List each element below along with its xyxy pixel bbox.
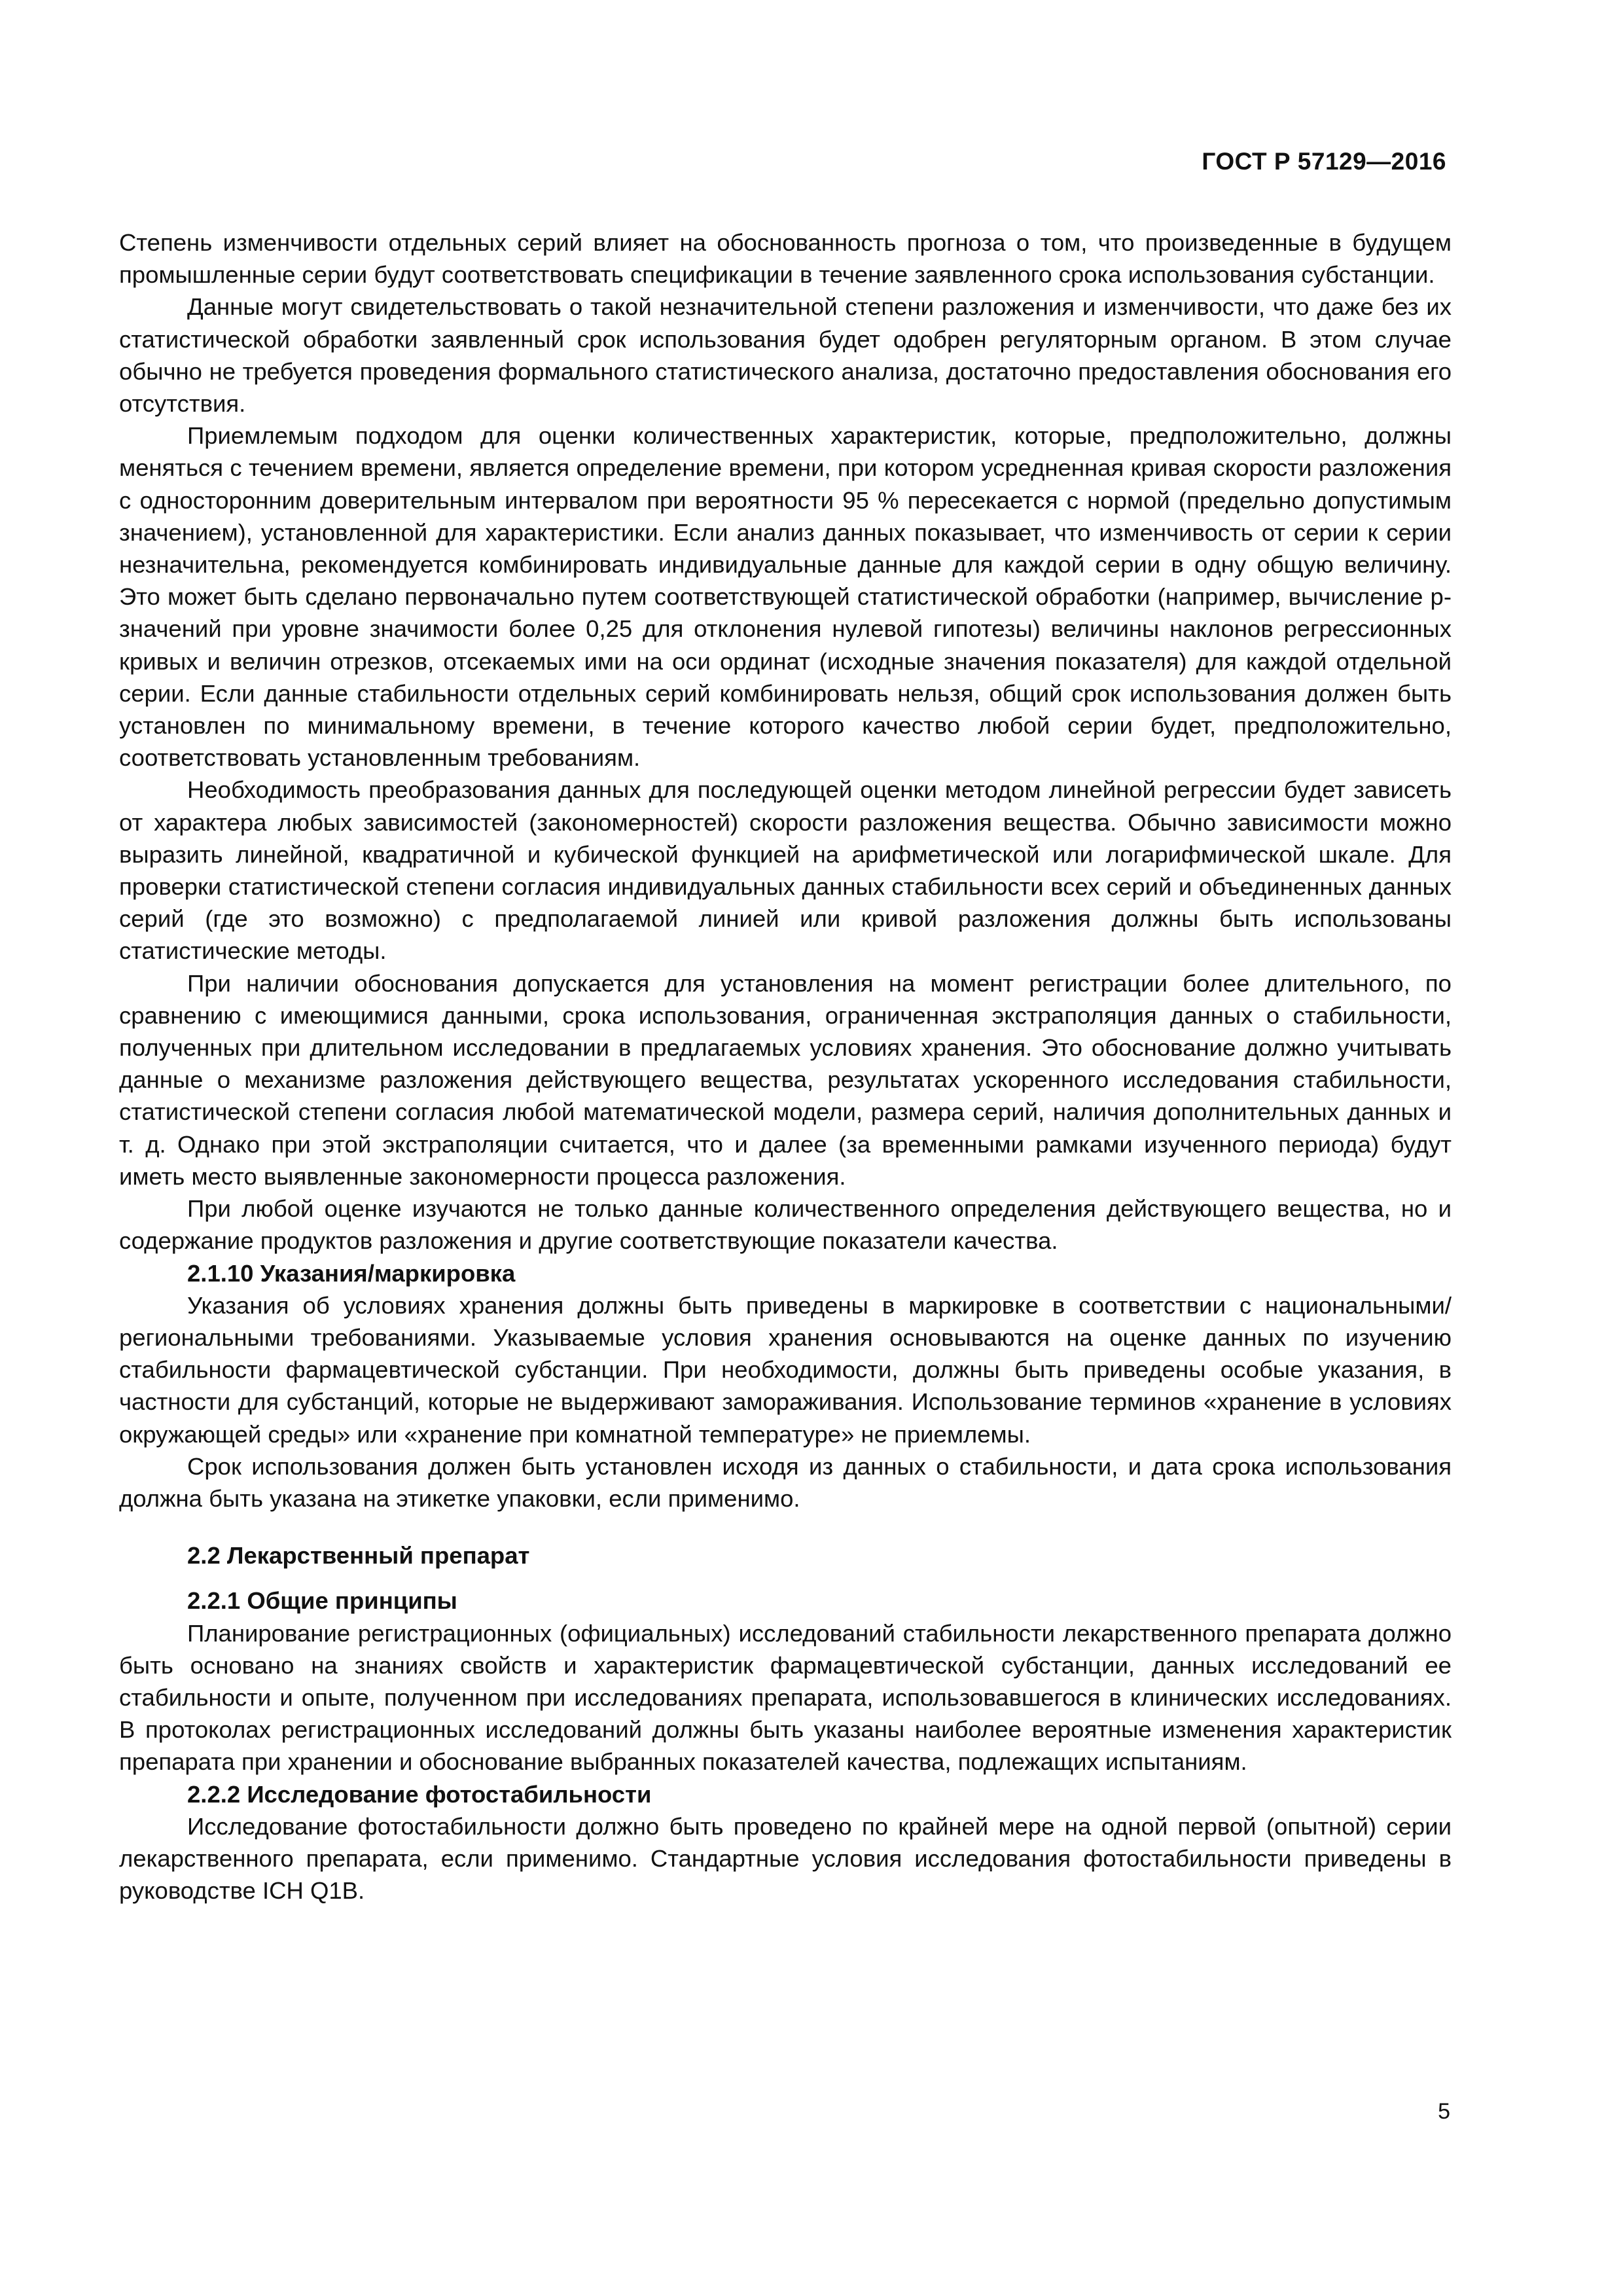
- paragraph: Приемлемым подходом для оценки количественных характеристик, которые, предположительно, должны меняться с течением времени, является определение времени, при котором усредненная кривая скорости разложения с односторонним доверительным интервалом при вероятности 95 % пересекается с нормой (предельно допустимым значением), установленной для характеристики. Если анализ данных показывает, что изменчивость от серии к серии незначительна, рекомендуется комбинировать индивидуальные данные для каждой серии в одну общую величину. Это может быть сделано первоначально путем соответствующей статистической обработки (например, вычисление p-значений при уровне значимости более 0,25 для отклонения нулевой гипотезы) величины наклонов регрессионных кривых и величин отрезков, отсекаемых ими на оси ординат (исходные значения показателя) для каждой отдельной серии. Если данные стабильности отдельных серий комбинировать нельзя, общий срок использования должен быть установлен по минимальному времени, в течение которого качество любой серии будет, предположительно, соответствовать установленным требованиям.: [119, 422, 1452, 772]
- paragraph: Срок использования должен быть установлен исходя из данных о стабильности, и дата срока использования должна быть указана на этикетке упаковки, если применимо.: [119, 1452, 1452, 1512]
- document-standard-header: ГОСТ Р 57129—2016: [1202, 148, 1446, 175]
- paragraph: Указания об условиях хранения должны быть приведены в маркировке в соответствии с национальными/региональными требованиями. Указываемые условия хранения основываются на оценке данных по изучению стабильности фармацевтической субстанции. При необходимости, должны быть приведены особые указания, в частности для субстанций, которые не выдерживают замораживания. Использование терминов «хранение в условиях окружающей среды» или «хранение при комнатной температуре» не приемлемы.: [119, 1291, 1452, 1448]
- paragraph: Планирование регистрационных (официальных) исследований стабильности лекарственного препарата должно быть основано на знаниях свойств и характеристик фармацевтической субстанции, данных исследований ее стабильности и опыте, полученном при исследованиях препарата, использовавшегося в клинических исследованиях. В протоколах регистрационных исследований должны быть указаны наиболее вероятные изменения характеристик препарата при хранении и обоснование выбранных показателей качества, подлежащих испытаниям.: [119, 1619, 1452, 1776]
- section-heading-2-2-1: 2.2.1 Общие принципы: [187, 1587, 457, 1615]
- paragraph: Необходимость преобразования данных для последующей оценки методом линейной регрессии будет зависеть от характера любых зависимостей (закономерностей) скорости разложения вещества. Обычно зависимости можно выразить линейной, квадратичной и кубической функцией на арифметической или логарифмической шкале. Для проверки статистической степени согласия индивидуальных данных стабильности всех серий и объединенных данных серий (где это возможно) с предполагаемой линией или кривой разложения должны быть использованы статистические методы.: [119, 776, 1452, 965]
- paragraph: При любой оценке изучаются не только данные количественного определения действующего вещества, но и содержание продуктов разложения и другие соответствующие показатели качества.: [119, 1195, 1452, 1255]
- paragraph: Исследование фотостабильности должно быть проведено по крайней мере на одной первой (опытной) серии лекарственного препарата, если применимо. Стандартные условия исследования фотостабильности приведены в руководстве ICH Q1B.: [119, 1812, 1452, 1905]
- paragraph: Степень изменчивости отдельных серий влияет на обоснованность прогноза о том, что произведенные в будущем промышленные серии будут соответствовать спецификации в течение заявленного срока использования субстанции.: [119, 229, 1452, 289]
- paragraph: Данные могут свидетельствовать о такой незначительной степени разложения и изменчивости, что даже без их статистической обработки заявленный срок использования будет одобрен регуляторным органом. В этом случае обычно не требуется проведения формального статистического анализа, достаточно предоставления обоснования его отсутствия.: [119, 293, 1452, 418]
- section-heading-2-1-10: 2.1.10 Указания/маркировка: [187, 1259, 516, 1287]
- section-heading-2-2-2: 2.2.2 Исследование фотостабильности: [187, 1780, 652, 1808]
- paragraph: При наличии обоснования допускается для установления на момент регистрации более длительного, по сравнению с имеющимися данными, срока использования, ограниченная экстраполяция данных о стабильности, полученных при длительном исследовании в предлагаемых условиях хранения. Это обоснование должно учитывать данные о механизме разложения действующего вещества, результатах ускоренного исследования стабильности, статистической степени согласия любой математической модели, размера серий, наличия дополнительных данных и т. д. Однако при этой экстраполяции считается, что и далее (за временными рамками изученного периода) будут иметь место выявленные закономерности процесса разложения.: [119, 969, 1452, 1190]
- section-heading-2-2: 2.2 Лекарственный препарат: [187, 1542, 530, 1570]
- page-number: 5: [1438, 2099, 1450, 2124]
- document-body: [119, 226, 1452, 1907]
